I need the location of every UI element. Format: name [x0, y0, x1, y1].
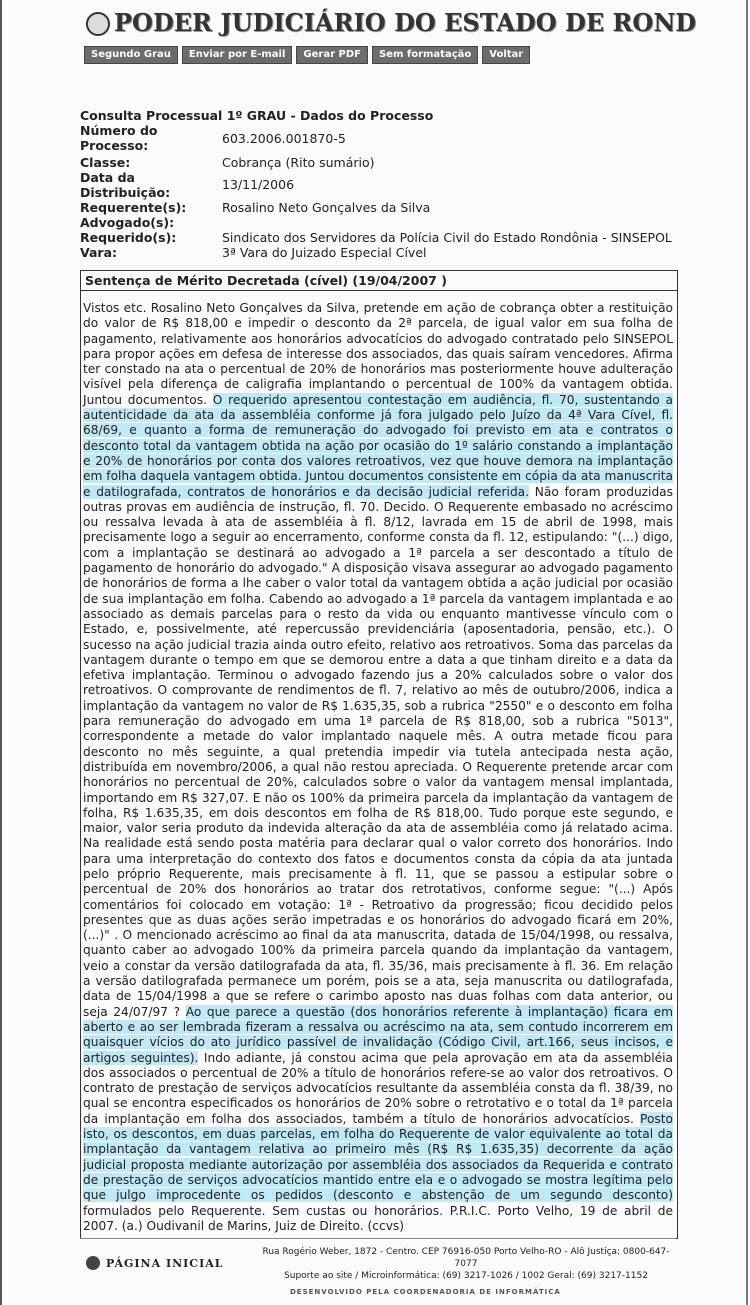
address-line: Rua Rogério Weber, 1872 - Centro. CEP 76916-050 Porto Velho-RO - Alô Justiça: 0800-647-7077: [262, 1247, 670, 1269]
site-title: PODER JUDICIÁRIO DO ESTADO DE ROND: [114, 8, 697, 37]
detail-row: [80, 123, 680, 155]
detail-label: Vara:: [80, 245, 118, 260]
highlighted-text: Ao que parece a questão (dos honorários referente à implantação) ficara em aberto e ao ser lembrada fizeram a ressalva ou acréscimo na ata, sem contudo incorrerem em quaisquer vícios do ato jurídico passível de invalidação (Código Civil, art.166, seus incisos, e artigos seguintes).: [83, 1004, 673, 1065]
home-link[interactable]: PÁGINA INICIAL: [106, 1257, 224, 1270]
no-format-button[interactable]: Sem formatação: [372, 46, 478, 64]
detail-value: [222, 215, 680, 230]
detail-label: Número do Processo:: [80, 123, 158, 153]
paragraph-text: formulados pelo Requerente. Sem custas ou honorários. P.R.I.C. Porto Velho, 19 de abril de 2007. (a.) Oudivanil de Marins, Juiz de Direito. (ccvs): [83, 1203, 673, 1233]
second-degree-button[interactable]: Segundo Grau: [84, 46, 178, 64]
contact-line: Suporte ao site / Microinformática: (69) 3217-1026 / 1002 Geral: (69) 3217-1152: [284, 1271, 648, 1281]
detail-label: Advogado(s):: [80, 215, 175, 230]
footer: [80, 1244, 680, 1294]
sentence-section: [80, 270, 678, 1239]
detail-label: Requerido(s):: [80, 230, 177, 245]
paragraph-text: Vistos etc. Rosalino Neto Gonçalves da Silva, pretende em ação de cobrança obter a restituição do valor de R$ 818,00 e impedir o desconto da 2ª parcela, de igual valor em sua folha de pagamento, relativamente aos honorários advocatícios do advogado contratado pelo SINSEPOL para propor ações em defesa de interesse dos associados, das quais saíram vencedores. Afirma ter constado na ata o percentual de 20% de honorários mas posteriormente houve adulteração visível pela diferença de caligrafia implantando o percentual de 100% da vantagem obtida. Juntou documentos.: [83, 301, 673, 407]
page-border-right: [746, 0, 748, 1305]
detail-value: 3ª Vara do Juizado Especial Cível: [222, 245, 427, 260]
detail-row: [80, 170, 680, 200]
detail-row: [80, 155, 680, 170]
detail-label: Data da Distribuição:: [80, 170, 171, 200]
back-button[interactable]: Voltar: [482, 46, 530, 64]
page-border-left: [0, 0, 2, 1305]
court-seal-icon: [86, 12, 110, 36]
detail-row: [80, 245, 680, 260]
footer-divider: [80, 1238, 676, 1239]
detail-label: Requerente(s):: [80, 200, 187, 215]
detail-row: [80, 215, 680, 230]
detail-row: [80, 200, 680, 215]
detail-value: Sindicato dos Servidores da Polícia Civil do Estado Rondônia - SINSEPOL: [222, 230, 672, 245]
site-header: [80, 8, 697, 44]
detail-value: 603.2006.001870-5: [222, 131, 346, 146]
detail-value: Rosalino Neto Gonçalves da Silva: [222, 200, 431, 215]
paragraph-text: Não foram produzidas outras provas em audiência de instrução, fl. 70. Decido. O Requerente embasado no acréscimo ou ressalva levada à ata de assembléia à fl. 8/12, lavrada em 15 de abril de 1998, mais precisamente logo a seguir ao encerramento, conforme consta da fl. 12, estipulando: "(...) digo, com a implantação se destinará ao advogado a 1ª parcela a ser descontado a título de pagamento de honorário do advogado." A disposição visava assegurar ao advogado pagamento de honorários de forma a lhe caber o valor total da vantagem obtida a ação judicial por ocasião de sua implantação em folha. Cabendo ao advogado a 1ª parcela da vantagem implantada e ao associado as demais parcelas para o resto da vida ou enquanto mantivesse vínculo com o Estado, e, possivelmente, até repercussão previdenciária (aposentadoria, pensão, etc.). O sucesso na ação judicial trazia ainda outro efeito, relativo aos retroativos. Soma das parcelas da vantagem durante o tempo em que se demorou entre a data a que tinham direito e a data da efetiva implantação. Terminou o advogado fazendo jus a 20% calculados sobre o valor dos retroativos. O comprovante de rendimentos de fl. 7, relativo ao mês de outubro/2006, indica a implantação da vantagem no valor de R$ 1.635,35, sob a rubrica "2550" e o desconto em folha para remuneração do advogado em uma 1ª parcela de R$ 818,00, sob a rubrica "5013", correspondente a metade do valor implantado naquele mês. A outra metade ficou para desconto no mês seguinte, a qual pretendia impedir via tutela antecipada nesta ação, distribuída em novembro/2006, a qual não restou apreciada. O Requerente pretende arcar com honorários no percentual de 20%, calculados sobre o valor da vantagem mensal implantada, importando em R$ 327,07. E não os 100% da primeira parcela da implantação da vantagem de folha, R$ 1.635,35, em dois descontos em folha de R$ 818,00. Tudo porque este segundo, e maior, valor seria produto da indevida alteração da ata de assembléia como já relatado acima. Na realidade está sendo posta matéria para declarar qual o valor correto dos honorários. Indo para uma interpretação do contexto dos fatos e documentos consta da cópia da ata juntada pelo próprio Requerente, mais precisamente à fl. 11, que se passou a estipular sobre o percentual de 20% dos honorários ao tratar dos retrotativos, conforme segue: "(...) Após comentários foi colocado em votação: 1ª - Retroativo da progressão; ficou decidido pelos presentes que as duas ações serão impetradas e os honorários do advogado ficará em 20%, (...)" . O mencionado acréscimo ao final da ata manuscrita, datada de 15/04/1998, ou ressalva, quanto caber ao advogado 100% da primeira parcela quando da implantação da vantagem, veio a constar da versão datilografada da ata, fl. 35/36, mais precisamente à fl. 36. Em relação a versão datilografada permanece um porém, pois se a ata, seja manuscrita ou datilografada, data de 15/04/1998 a que se refere o carimbo aposto nas duas folhas com data anterior, ou seja 24/07/97 ?: [83, 484, 673, 1019]
detail-row: [80, 230, 680, 245]
highlighted-text: Posto isto, os descontos, em duas parcelas, em folha do Requerente de valor equivalente ao total da implantação da vantagem relativa ao primeiro mês (R$ R$ 1.635,35) decorrente da ação judicial proposta mediante autorização por assembléia dos associados da Requerida e contrato de prestação de serviços advocatícios mantido entre ela e o advogado se mostra legítima pelo que julgo improcedente os pedidos (desconto e abstenção de um segundo desconto): [83, 1111, 673, 1203]
page-title: Consulta Processual 1º GRAU - Dados do Processo: [80, 108, 434, 123]
highlighted-text: O requerido apresentou contestação em audiência, fl. 70, sustentando a autenticidade da ata da assembléia conforme já fora julgado pelo Juízo da 4ª Vara Cível, fl. 68/69, e quanto a forma de remuneração do advogado foi previsto em ata e contratos o desconto total da vantagem obtida na ação por ocasião do 1º salário constando a implantação e 20% de honorários por conta dos valores retroativos, vez que houve demora na implantação em folha daquela vantagem obtida. Juntou documentos consistente em cópia da ata manuscrita e datilografada, contratos de honorários e da decisão judicial referida.: [83, 392, 673, 499]
detail-value: Cobrança (Rito sumário): [222, 155, 375, 170]
home-icon[interactable]: [86, 1256, 100, 1270]
send-email-button[interactable]: Enviar por E-mail: [182, 46, 293, 64]
paragraph-text: Indo adiante, já constou acima que pela aprovação em ata da assembléia dos associados o percentual de 20% a título de honorários refere-se ao valor dos retroativos. O contrato de prestação de serviços advocatícios resultante da assembléia consta da fl. 38/39, no qual se encontra especificados os honorários de 20% sobre o retrotativo e o total da 1ª parcela da implantação em folha dos associados, também a título de honorários advocatícios.: [83, 1050, 673, 1126]
detail-value: 13/11/2006: [222, 177, 295, 192]
process-details: [80, 108, 680, 260]
section-title: Sentença de Mérito Decretada (cível) (19/04/2007 ): [81, 271, 677, 291]
detail-label: Classe:: [80, 155, 131, 170]
sentence-text: [81, 291, 677, 1238]
generate-pdf-button[interactable]: Gerar PDF: [296, 46, 368, 64]
nav-toolbar: [84, 46, 530, 64]
footer-address: [256, 1246, 676, 1282]
footer-credit: DESENVOLVIDO PELA COORDENADORIA DE INFORMÁTICA: [290, 1288, 561, 1296]
